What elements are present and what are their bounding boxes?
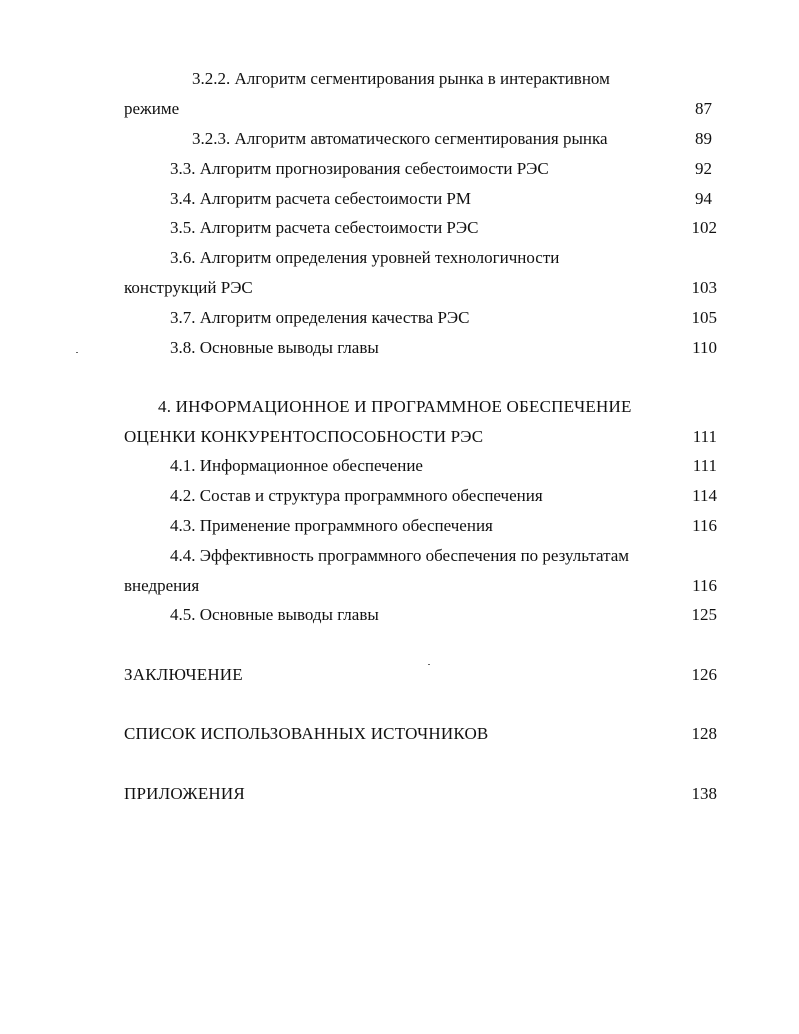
toc-page-number: 110 (692, 338, 717, 357)
toc-references: СПИСОК ИСПОЛЬЗОВАННЫХ ИСТОЧНИКОВ (124, 724, 489, 743)
scan-speck (428, 664, 430, 665)
toc-entry-3-3: 3.3. Алгоритм прогнозирования себестоимости РЭС (170, 159, 549, 178)
toc-page-number: 128 (691, 724, 717, 743)
toc-page-number: 114 (692, 486, 717, 505)
toc-entry-3-8: 3.8. Основные выводы главы (170, 338, 379, 357)
toc-entry-4-4-line2: внедрения (124, 576, 200, 595)
toc-chapter-4-line1: 4. ИНФОРМАЦИОННОЕ И ПРОГРАММНОЕ ОБЕСПЕЧЕНИЕ (158, 397, 632, 416)
toc-entry-3-6-line2: конструкций РЭС (124, 278, 253, 297)
toc-page-number: 102 (691, 218, 717, 237)
toc-chapter-4-line2: ОЦЕНКИ КОНКУРЕНТОСПОСОБНОСТИ РЭС (124, 427, 484, 446)
toc-page-number: 116 (692, 576, 717, 595)
toc-entry-3-2-3: 3.2.3. Алгоритм автоматического сегментирования рынка (192, 129, 608, 148)
toc-entry-3-2-2-line1: 3.2.2. Алгоритм сегментирования рынка в интерактивном (192, 69, 610, 88)
toc-page-number: 116 (692, 516, 717, 535)
toc-entry-4-5: 4.5. Основные выводы главы (170, 605, 379, 624)
toc-page-number: 125 (691, 605, 717, 624)
toc-page-number: 138 (691, 784, 717, 803)
toc-page-number: 111 (692, 427, 717, 446)
toc-entry-4-1: 4.1. Информационное обеспечение (170, 456, 423, 475)
toc-entry-4-3: 4.3. Применение программного обеспечения (170, 516, 493, 535)
toc-entry-3-4: 3.4. Алгоритм расчета себестоимости РМ (170, 189, 471, 208)
toc-page-number: 103 (691, 278, 717, 297)
toc-page-number: 105 (691, 308, 717, 327)
toc-page-number: 126 (691, 665, 717, 684)
toc-entry-4-2: 4.2. Состав и структура программного обеспечения (170, 486, 543, 505)
toc-entry-4-4-line1: 4.4. Эффективность программного обеспечения по результатам (170, 546, 630, 565)
toc-page-number: 92 (695, 159, 712, 178)
toc-page-number: 87 (695, 99, 712, 118)
toc-page-number: 94 (695, 189, 712, 208)
toc-appendices: ПРИЛОЖЕНИЯ (124, 784, 245, 803)
scan-speck (76, 352, 78, 353)
toc-entry-3-2-2-line2: режиме (124, 99, 180, 118)
toc-entry-3-7: 3.7. Алгоритм определения качества РЭС (170, 308, 470, 327)
toc-page-number: 89 (695, 129, 712, 148)
toc-entry-3-6-line1: 3.6. Алгоритм определения уровней технологичности (170, 248, 560, 267)
toc-entry-3-5: 3.5. Алгоритм расчета себестоимости РЭС (170, 218, 479, 237)
toc-page-number: 111 (692, 456, 717, 475)
toc-conclusion: ЗАКЛЮЧЕНИЕ (124, 665, 243, 684)
